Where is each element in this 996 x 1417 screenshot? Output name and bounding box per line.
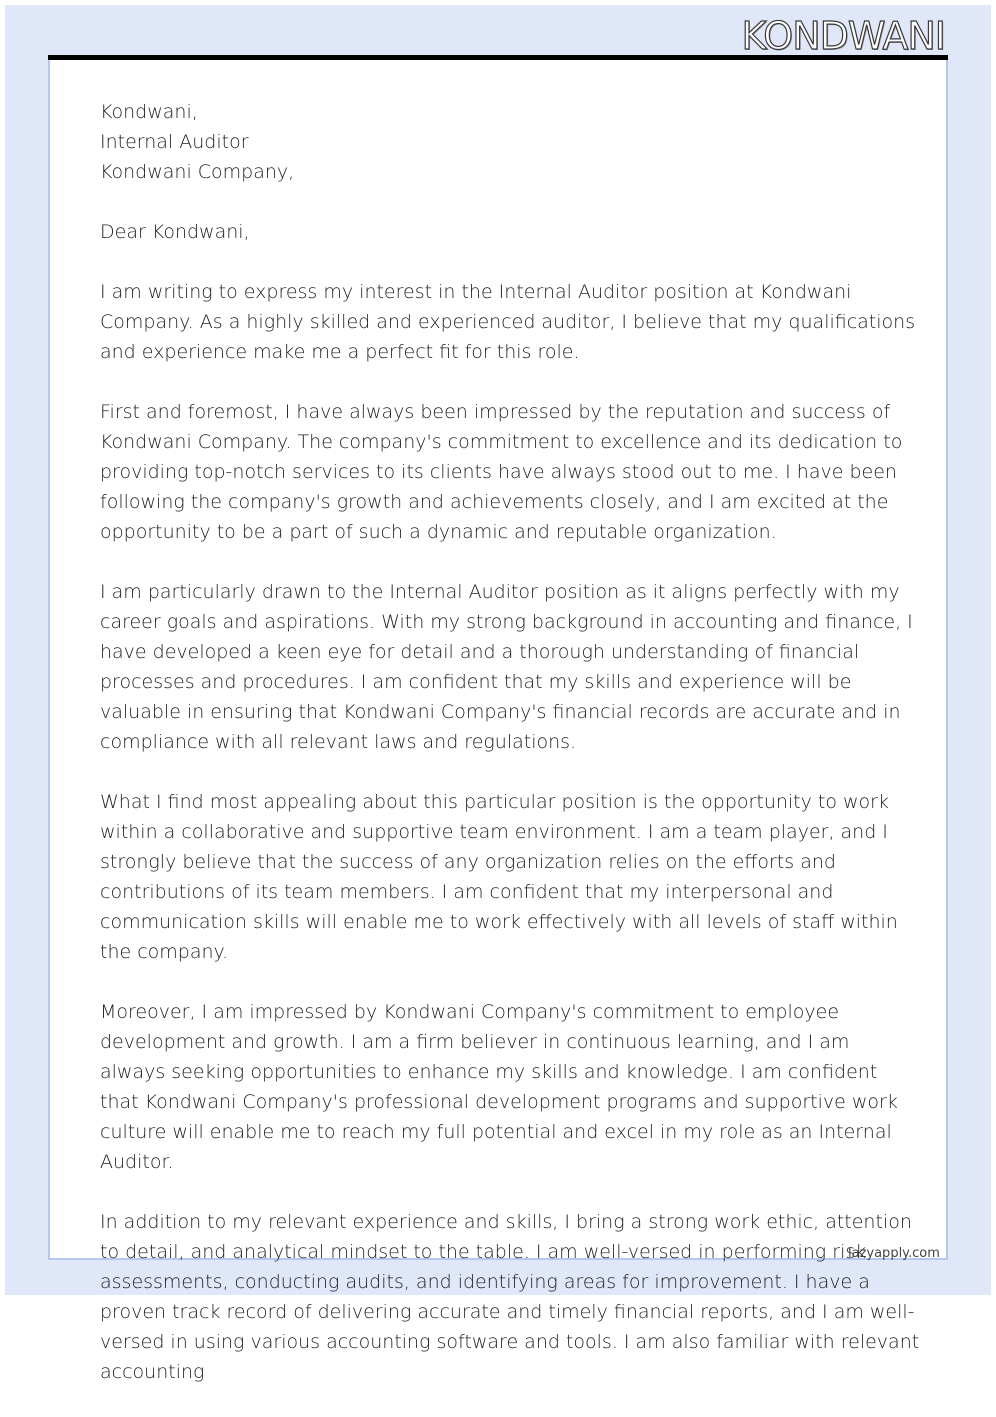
paragraph-1: I am writing to express my interest in the Internal Auditor position at Kondwani Company. As a highly skilled and experienced auditor, I believe that my qualifications and experience make me a perfect fit for this role.	[100, 281, 916, 363]
recipient-address	[100, 97, 920, 187]
recipient-title: Internal Auditor	[100, 131, 249, 153]
paragraph-6: In addition to my relevant experience and skills, I bring a strong work ethic, attention to detail, and analytical mindset to the table. I am well-versed in performing risk assessments, conducting audits, and identifying areas for improvement. I have a proven track record of delivering accurate and timely financial reports, and I am well-versed in using various accounting software and tools. I am also familiar with relevant accounting	[100, 1211, 920, 1383]
watermark: lazyapply.com	[848, 1246, 940, 1261]
paragraph-5: Moreover, I am impressed by Kondwani Company's commitment to employee development and growth. I am a firm believer in continuous learning, and I am always seeking opportunities to enhance my skills and knowledge. I am confident that Kondwani Company's professional development programs and supportive work culture will enable me to reach my full potential and excel in my role as an Internal Auditor.	[100, 1001, 898, 1173]
brand-name: KONDWANI	[741, 14, 945, 58]
recipient-name: Kondwani,	[100, 101, 198, 123]
cover-letter-body	[100, 97, 920, 1417]
salutation: Dear Kondwani,	[100, 221, 250, 243]
paragraph-2: First and foremost, I have always been impressed by the reputation and success of Kondwani Company. The company's commitment to excellence and its dedication to providing top-notch services to its clients have always stood out to me. I have been following the company's growth and achievements closely, and I am excited at the opportunity to be a part of such a dynamic and reputable organization.	[100, 401, 903, 543]
paragraph-4: What I find most appealing about this particular position is the opportunity to work within a collaborative and supportive team environment. I am a team player, and I strongly believe that the success of any organization relies on the efforts and contributions of its team members. I am confident that my interpersonal and communication skills will enable me to work effectively with all levels of staff within the company.	[100, 791, 898, 963]
paragraph-3: I am particularly drawn to the Internal Auditor position as it aligns perfectly with my career goals and aspirations. With my strong background in accounting and finance, I have developed a keen eye for detail and a thorough understanding of financial processes and procedures. I am confident that my skills and experience will be valuable in ensuring that Kondwani Company's financial records are accurate and in compliance with all relevant laws and regulations.	[100, 581, 913, 753]
recipient-company: Kondwani Company,	[100, 161, 295, 183]
